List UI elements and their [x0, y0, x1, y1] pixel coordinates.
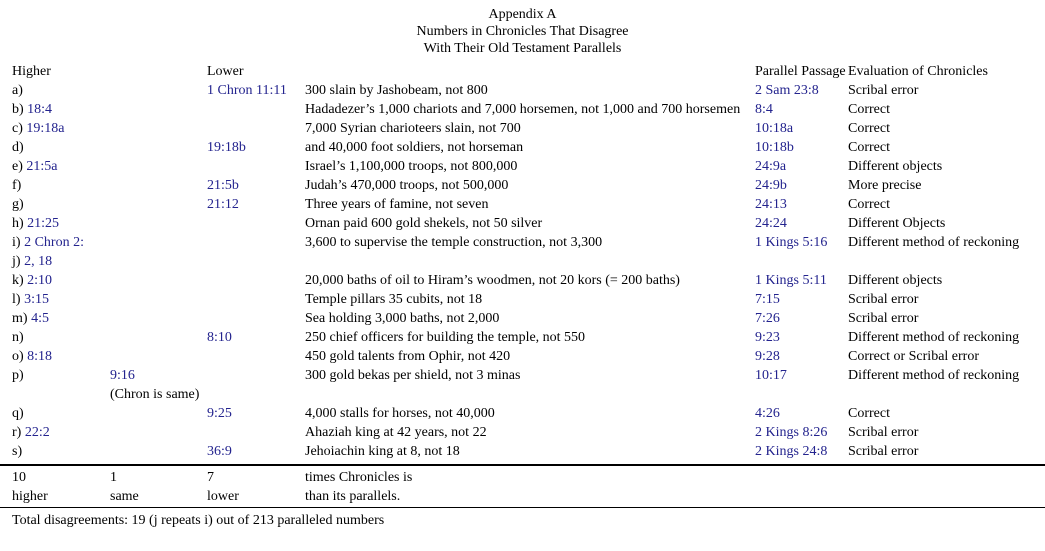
count-lower: 7	[207, 470, 214, 485]
evaluation-text: Scribal error	[848, 425, 919, 440]
row-description: Israel’s 1,100,000 troops, not 800,000	[305, 159, 518, 174]
row-label: i)	[12, 235, 21, 250]
table-row	[0, 157, 1045, 176]
row-label: m)	[12, 311, 28, 326]
count-higher: 10	[12, 470, 26, 485]
same-note: (Chron is same)	[110, 387, 200, 402]
row-label: l)	[12, 292, 21, 307]
evaluation-text: Different method of reckoning	[848, 368, 1020, 383]
evaluation-text: Different Objects	[848, 216, 946, 231]
row-description: 450 gold talents from Ophir, not 420	[305, 349, 511, 364]
table-body	[0, 81, 1045, 461]
row-description: 20,000 baths of oil to Hiram’s woodmen, not 20 kors (= 200 baths)	[305, 273, 680, 288]
evaluation-text: Correct	[848, 121, 890, 136]
row-label: n)	[12, 330, 24, 345]
higher-ref[interactable]: 2 Chron 2:	[24, 235, 84, 250]
row-label: r)	[12, 425, 22, 440]
table-row	[0, 309, 1045, 328]
row-description: 300 slain by Jashobeam, not 800	[305, 83, 488, 98]
row-label: o)	[12, 349, 24, 364]
lower-ref[interactable]: 1 Chron 11:11	[207, 83, 287, 98]
evaluation-text: Scribal error	[848, 311, 919, 326]
parallel-passage-ref[interactable]: 24:13	[755, 197, 787, 212]
row-description: 250 chief officers for building the temple, not 550	[305, 330, 586, 345]
lower-ref[interactable]: 8:10	[207, 330, 232, 345]
higher-ref[interactable]: 4:5	[31, 311, 49, 326]
row-description: 4,000 stalls for horses, not 40,000	[305, 406, 495, 421]
parallel-passage-ref[interactable]: 4:26	[755, 406, 780, 421]
row-label: k)	[12, 273, 24, 288]
summary-caption-line2: than its parallels.	[305, 489, 401, 504]
parallel-passage-ref[interactable]: 24:9b	[755, 178, 787, 193]
parallel-passage-ref[interactable]: 2 Sam 23:8	[755, 83, 819, 98]
higher-ref[interactable]: 18:4	[27, 102, 53, 117]
label-same: same	[110, 489, 139, 504]
evaluation-text: Scribal error	[848, 444, 919, 459]
higher-ref[interactable]: 19:18a	[26, 121, 65, 136]
row-label: g)	[12, 197, 24, 212]
evaluation-text: Correct	[848, 406, 890, 421]
row-label: s)	[12, 444, 23, 459]
row-description: and 40,000 foot soldiers, not horseman	[305, 140, 524, 155]
title-subline-1: Numbers in Chronicles That Disagree	[416, 24, 629, 39]
table-row	[0, 233, 1045, 252]
row-label: h)	[12, 216, 24, 231]
row-description: 3,600 to supervise the temple construction, not 3,300	[305, 235, 603, 250]
parallel-passage-ref[interactable]: 24:9a	[755, 159, 787, 174]
row-description: Jehoiachin king at 8, not 18	[305, 444, 460, 459]
parallel-passage-ref[interactable]: 8:4	[755, 102, 773, 117]
row-description: Three years of famine, not seven	[305, 197, 489, 212]
higher-ref[interactable]: 3:15	[24, 292, 49, 307]
parallel-passage-ref[interactable]: 2 Kings 8:26	[755, 425, 828, 440]
column-header-evaluation: Evaluation of Chronicles	[848, 64, 988, 79]
row-description: 7,000 Syrian charioteers slain, not 700	[305, 121, 521, 136]
evaluation-text: Correct	[848, 102, 890, 117]
row-label: c)	[12, 121, 23, 136]
parallel-passage-ref[interactable]: 1 Kings 5:16	[755, 235, 828, 250]
table-row	[0, 81, 1045, 100]
title-subline-2: With Their Old Testament Parallels	[423, 41, 622, 56]
row-label: f)	[12, 178, 22, 193]
parallel-passage-ref[interactable]: 24:24	[755, 216, 787, 231]
table-row	[0, 328, 1045, 347]
table-row	[0, 404, 1045, 423]
table-row	[0, 100, 1045, 119]
higher-ref[interactable]: 2, 18	[24, 254, 53, 269]
evaluation-text: More precise	[848, 178, 922, 193]
parallel-passage-ref[interactable]: 1 Kings 5:11	[755, 273, 827, 288]
evaluation-text: Correct or Scribal error	[848, 349, 979, 364]
row-label: b)	[12, 102, 24, 117]
evaluation-text: Different objects	[848, 273, 943, 288]
column-header-higher: Higher	[12, 64, 51, 79]
same-ref[interactable]: 9:16	[110, 368, 135, 383]
parallel-passage-ref[interactable]: 10:18b	[755, 140, 794, 155]
row-description: Temple pillars 35 cubits, not 18	[305, 292, 483, 307]
table-row	[0, 385, 1045, 404]
lower-ref[interactable]: 9:25	[207, 406, 232, 421]
row-description: Ornan paid 600 gold shekels, not 50 silver	[305, 216, 543, 231]
row-label: a)	[12, 83, 23, 98]
higher-ref[interactable]: 22:2	[24, 425, 50, 440]
table-row	[0, 176, 1045, 195]
higher-ref[interactable]: 2:10	[27, 273, 53, 288]
evaluation-text: Different method of reckoning	[848, 235, 1020, 250]
row-description: Sea holding 3,000 baths, not 2,000	[305, 311, 500, 326]
evaluation-text: Different method of reckoning	[848, 330, 1020, 345]
higher-ref[interactable]: 8:18	[27, 349, 53, 364]
document-title	[0, 0, 1045, 57]
table-row	[0, 347, 1045, 366]
count-same: 1	[110, 470, 117, 485]
row-description: 300 gold bekas per shield, not 3 minas	[305, 368, 521, 383]
lower-ref[interactable]: 36:9	[207, 444, 232, 459]
table-row	[0, 290, 1045, 309]
row-label: q)	[12, 406, 24, 421]
row-label: e)	[12, 159, 23, 174]
table-row	[0, 271, 1045, 290]
row-label: p)	[12, 368, 24, 383]
table-row	[0, 366, 1045, 385]
row-description: Judah’s 470,000 troops, not 500,000	[305, 178, 509, 193]
table-row	[0, 195, 1045, 214]
row-label: j)	[12, 254, 21, 269]
lower-ref[interactable]: 21:5b	[207, 178, 239, 193]
parallel-passage-ref[interactable]: 9:28	[755, 349, 780, 364]
summary-counts-row	[0, 468, 1045, 487]
table-row	[0, 214, 1045, 233]
table-row	[0, 252, 1045, 271]
parallel-passage-ref[interactable]: 2 Kings 24:8	[755, 444, 828, 459]
table-row	[0, 119, 1045, 138]
summary-section	[0, 464, 1045, 508]
row-description: Ahaziah king at 42 years, not 22	[305, 425, 487, 440]
parallel-passage-ref[interactable]: 9:23	[755, 330, 780, 345]
parallel-passage-ref[interactable]: 7:26	[755, 311, 780, 326]
appendix-heading: Appendix A	[488, 7, 557, 22]
column-header-lower: Lower	[207, 64, 244, 79]
label-lower: lower	[207, 489, 239, 504]
table-row	[0, 138, 1045, 157]
summary-caption-line1: times Chronicles is	[305, 470, 413, 485]
row-label: d)	[12, 140, 24, 155]
evaluation-text: Scribal error	[848, 83, 919, 98]
table-row	[0, 442, 1045, 461]
lower-ref[interactable]: 21:12	[207, 197, 239, 212]
evaluation-text: Different objects	[848, 159, 943, 174]
column-header-parallel-passage: Parallel Passage	[755, 64, 846, 79]
parallel-passage-ref[interactable]: 10:18a	[755, 121, 794, 136]
parallel-passage-ref[interactable]: 7:15	[755, 292, 780, 307]
higher-ref[interactable]: 21:25	[27, 216, 60, 231]
summary-labels-row	[0, 487, 1045, 508]
evaluation-text: Correct	[848, 140, 890, 155]
row-description: Hadadezer’s 1,000 chariots and 7,000 horsemen, not 1,000 and 700 horsemen	[305, 102, 741, 117]
total-disagreements: Total disagreements: 19 (j repeats i) out of 213 paralleled numbers	[12, 513, 385, 528]
label-higher: higher	[12, 489, 48, 504]
table-row	[0, 423, 1045, 442]
table-header	[0, 62, 1045, 81]
lower-ref[interactable]: 19:18b	[207, 140, 246, 155]
evaluation-text: Correct	[848, 197, 890, 212]
higher-ref[interactable]: 21:5a	[26, 159, 58, 174]
evaluation-text: Scribal error	[848, 292, 919, 307]
parallel-passage-ref[interactable]: 10:17	[755, 368, 787, 383]
